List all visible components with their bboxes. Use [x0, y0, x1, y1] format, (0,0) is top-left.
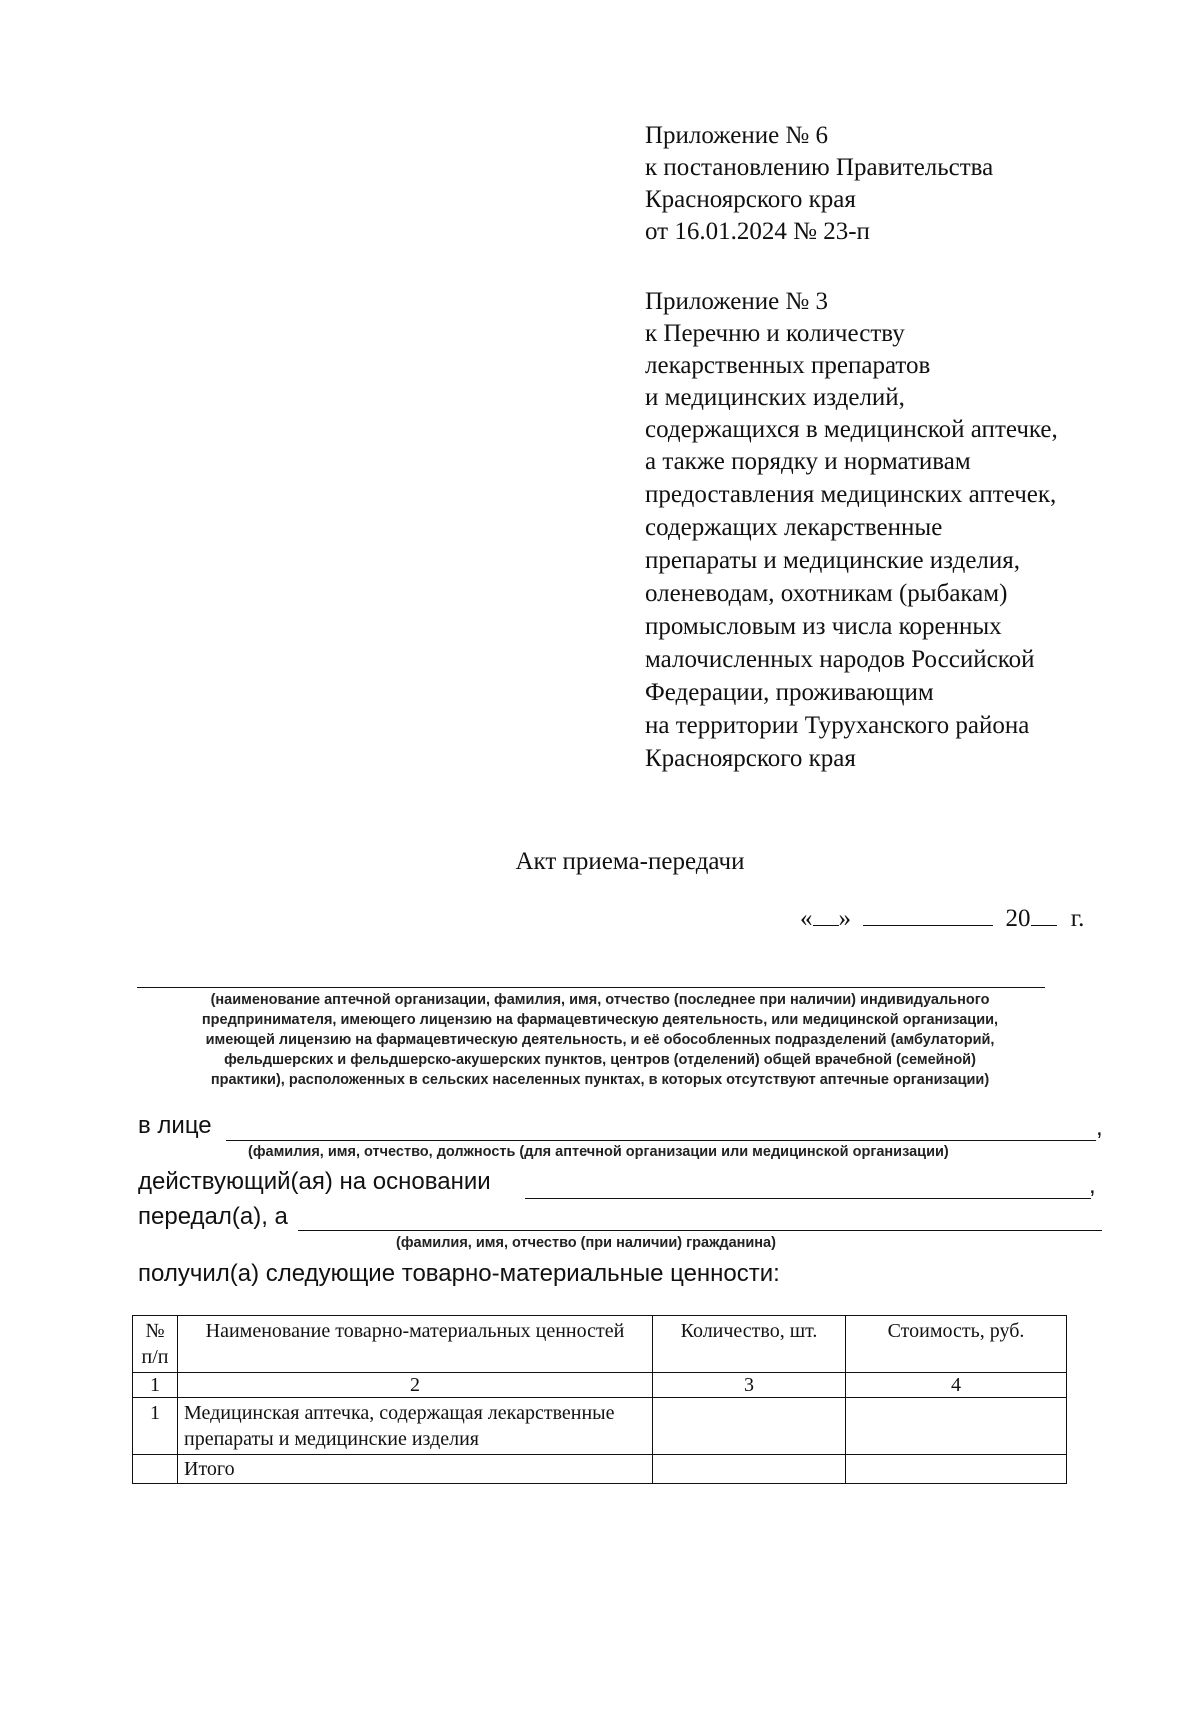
- appendix-sub-line: оленеводам, охотникам (рыбакам): [645, 580, 1008, 607]
- year-suffix: г.: [1070, 905, 1085, 932]
- in-person-caption: (фамилия, имя, отчество, должность (для аптечной организации или медицинской организации): [248, 1144, 949, 1160]
- appendix-main-line: от 16.01.2024 № 23-п: [645, 218, 870, 245]
- acting-comma: ,: [1089, 1172, 1096, 1199]
- year-blank[interactable]: [1031, 925, 1057, 926]
- caption-line: практики), расположенных в сельских населенных пунктах, в которых отсутствуют аптечные организации): [210, 1072, 990, 1088]
- transferred-label: передал(а), а: [138, 1203, 288, 1230]
- caption-line: фельдшерских и фельдшерско-акушерских пунктов, центров (отделений) общей врачебной (семейной): [224, 1052, 976, 1068]
- recipient-caption: (фамилия, имя, отчество (при наличии) гражданина): [396, 1235, 776, 1251]
- column-number: 2: [178, 1373, 653, 1398]
- column-number: 4: [846, 1373, 1067, 1398]
- appendix-sub-line: на территории Туруханского района: [645, 712, 1030, 739]
- total-row: [133, 1455, 1067, 1484]
- appendix-main-line: Красноярского края: [645, 186, 856, 213]
- acting-label: действующий(ая) на основании: [138, 1168, 491, 1195]
- appendix-sub-line: содержащих лекарственные: [645, 514, 943, 541]
- caption-line: (наименование аптечной организации, фамилия, имя, отчество (последнее при наличии) индивидуального: [210, 992, 990, 1008]
- header-num-line1: №: [145, 1320, 165, 1342]
- appendix-main-line: Приложение № 6: [645, 122, 829, 149]
- total-num: [133, 1455, 178, 1484]
- day-blank[interactable]: [813, 925, 839, 926]
- appendix-sub-line: содержащихся в медицинской аптечке,: [645, 416, 1058, 443]
- total-label: Итого: [178, 1455, 653, 1484]
- document-title: Акт приема-передачи: [515, 848, 745, 875]
- header-quantity: Количество, шт.: [653, 1316, 846, 1373]
- in-person-comma: ,: [1096, 1114, 1103, 1141]
- row-cost[interactable]: [846, 1398, 1067, 1455]
- appendix-sub-line: малочисленных народов Российской: [645, 646, 1035, 673]
- appendix-sub-line: лекарственных препаратов: [645, 352, 931, 379]
- appendix-sub-line: промысловым из числа коренных: [645, 613, 1002, 640]
- appendix-main-line: к постановлению Правительства: [645, 154, 994, 181]
- caption-line: предпринимателя, имеющего лицензию на фармацевтическую деятельность, или медицинской организации,: [201, 1012, 999, 1028]
- in-person-field[interactable]: [226, 1140, 1096, 1141]
- appendix-sub-line: к Перечню и количеству: [645, 320, 905, 347]
- received-text: получил(а) следующие товарно-материальные ценности:: [138, 1260, 780, 1287]
- column-number: 3: [653, 1373, 846, 1398]
- column-numbers-row: [133, 1373, 1067, 1398]
- header-num-line2: п/п: [141, 1346, 169, 1368]
- row-quantity[interactable]: [653, 1398, 846, 1455]
- appendix-sub-line: предоставления медицинских аптечек,: [645, 481, 1057, 508]
- header-cost: Стоимость, руб.: [846, 1316, 1067, 1373]
- appendix-sub-line: Приложение № 3: [645, 288, 829, 315]
- in-person-label: в лице: [138, 1112, 212, 1139]
- month-blank[interactable]: [863, 925, 993, 926]
- appendix-sub-line: а также порядку и нормативам: [645, 448, 971, 475]
- date-close-quote: »: [838, 905, 851, 932]
- total-quantity[interactable]: [653, 1455, 846, 1484]
- date-line: [800, 905, 1084, 933]
- header-name: Наименование товарно-материальных ценностей: [178, 1316, 653, 1373]
- appendix-sub-line: препараты и медицинские изделия,: [645, 547, 1021, 574]
- date-open-quote: «: [800, 905, 813, 932]
- acting-basis-field[interactable]: [525, 1198, 1091, 1199]
- appendix-sub-line: Федерации, проживающим: [645, 679, 934, 706]
- organization-line[interactable]: [137, 987, 1045, 988]
- table-row: [133, 1398, 1067, 1455]
- appendix-sub-line: Красноярского края: [645, 745, 856, 772]
- caption-line: имеющей лицензию на фармацевтическую деятельность, и её обособленных подразделений (амбулаторий,: [205, 1032, 995, 1048]
- total-cost[interactable]: [846, 1455, 1067, 1484]
- year-prefix: 20: [1005, 905, 1031, 932]
- table-header-row: [133, 1316, 1067, 1373]
- column-number: 1: [133, 1373, 178, 1398]
- organization-caption: [0, 990, 1200, 1090]
- appendix-sub-line: и медицинских изделий,: [645, 384, 905, 411]
- row-name: Медицинская аптечка, содержащая лекарственные препараты и медицинские изделия: [178, 1398, 653, 1455]
- items-table: [132, 1315, 1067, 1484]
- recipient-field[interactable]: [298, 1230, 1102, 1231]
- row-num: 1: [133, 1398, 178, 1455]
- header-num: [133, 1316, 178, 1373]
